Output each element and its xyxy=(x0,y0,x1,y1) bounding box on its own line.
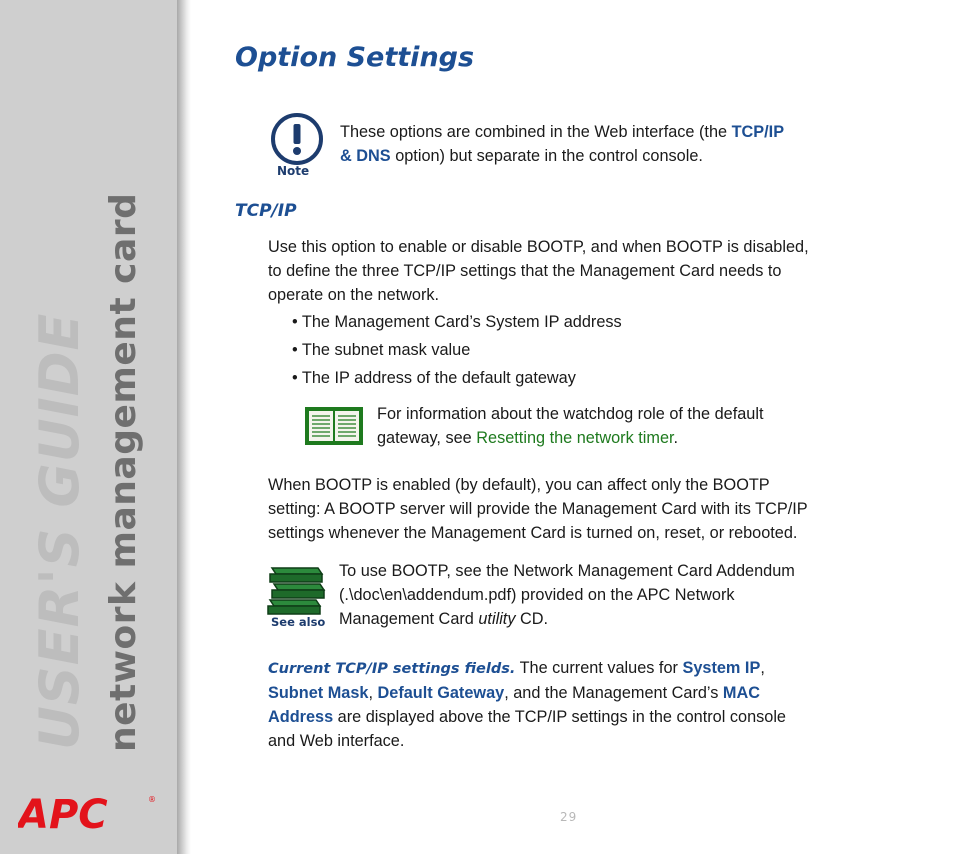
book-note-text: For information about the watchdog role of the default gateway, see Resetting the network timer. xyxy=(377,405,764,447)
sidebar xyxy=(0,0,177,854)
bootp-paragraph: When BOOTP is enabled (by default), you can affect only the BOOTP setting: A BOOTP server will provide the Management Card with its TCP/IP settings whenever the Management Card is turned on, reset, or rebooted. xyxy=(268,476,808,542)
sidebar-shadow xyxy=(177,0,191,854)
section-title-tcpip: TCP/IP xyxy=(235,201,297,221)
intro-paragraph: Use this option to enable or disable BOOTP, and when BOOTP is disabled, to define the three TCP/IP settings that the Management Card needs to operate on the network. xyxy=(268,238,809,304)
bullet-item: • The IP address of the default gateway xyxy=(292,369,576,387)
registered-mark: ® xyxy=(148,795,156,804)
resetting-network-timer-link[interactable]: Resetting the network timer xyxy=(476,429,674,447)
network-management-card-vertical-text: network management card xyxy=(103,192,144,752)
stacked-books-icon xyxy=(266,562,328,616)
see-also-label: See also xyxy=(271,615,326,629)
note-text: These options are combined in the Web interface (the TCP/IP & DNS option) but separate in the control console. xyxy=(340,123,785,165)
apc-logo-text: APC xyxy=(18,792,108,830)
bullet-item: • The subnet mask value xyxy=(292,341,471,359)
bullet-item: • The Management Card’s System IP address xyxy=(292,313,622,331)
users-guide-vertical-text: USER'S GUIDE xyxy=(28,312,91,750)
current-settings-paragraph: Current TCP/IP settings fields. The current values for System IP, Subnet Mask, Default Gateway, and the Management Card’s MAC Address are displayed above the TCP/IP settings in the control console and Web interface. xyxy=(268,659,786,750)
open-book-icon xyxy=(304,406,364,446)
page-title: Option Settings xyxy=(235,42,475,73)
page-number: 29 xyxy=(560,810,578,824)
note-label: Note xyxy=(277,164,310,178)
apc-logo xyxy=(18,792,156,830)
see-also-text: To use BOOTP, see the Network Management Card Addendum (.\doc\en\addendum.pdf) provided on the APC Network Management Card utility CD. xyxy=(339,562,795,628)
